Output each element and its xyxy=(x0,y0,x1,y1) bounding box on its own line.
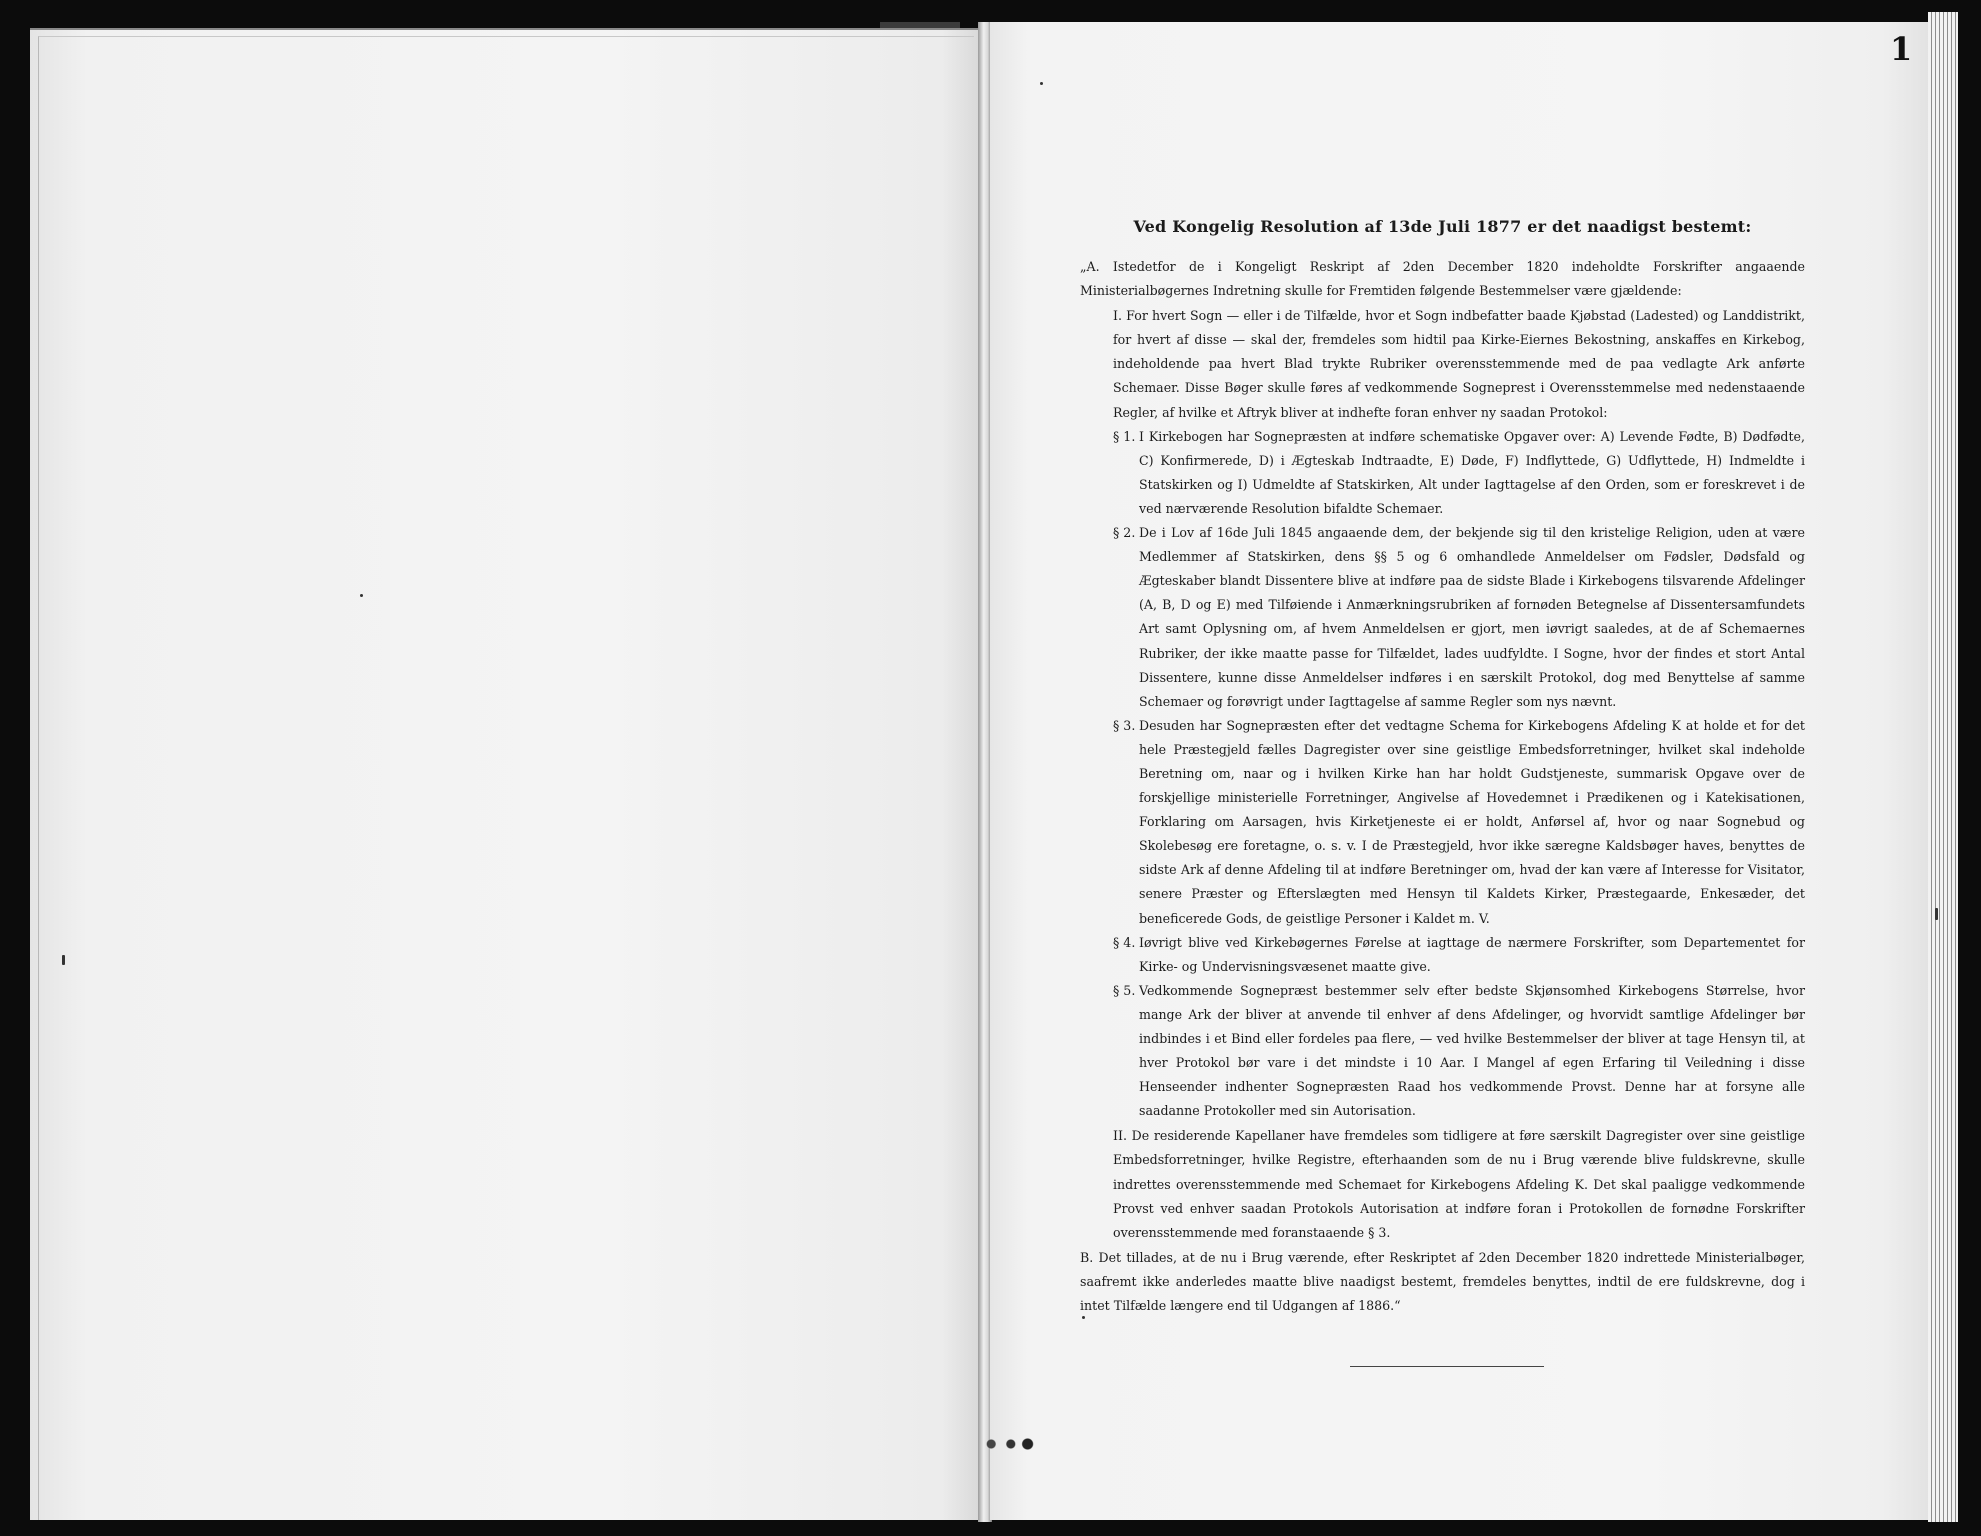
section-3 xyxy=(1080,714,1805,931)
section-3-text: Desuden har Sognepræsten efter det vedtagne Schema for Kirkebogens Afdeling K at holde et for det hele Præstegjeld fælles Dagregister over sine geistlige Embedsforretninger, hvilket skal indeholde Beretning om, naar og i hvilken Kirke han har holdt Gudstjeneste, summarisk Opgave over de forskjellige ministerielle Forretninger, Angivelse af Hovedemnet i Prædikenen og i Katekisationen, Forklaring om Aarsagen, hvis Kirketjeneste ei er holdt, Anførsel af, hvor og naar Sognebud og Skolebesøg ere foretagne, o. s. v. I de Præstegjeld, hvor ikke særegne Kaldsbøger haves, benyttes de sidste Ark af denne Afdeling til at indføre Beretninger om, hvad der kan være af Interesse for Visitator, senere Præster og Efterslægten med Hensyn til Kaldets Kirker, Præstegaarde, Enkesæder, det beneficerede Gods, de geistlige Personer i Kaldet m. V. xyxy=(1139,717,1805,926)
section-4-text: Iøvrigt blive ved Kirkebøgernes Førelse at iagttage de nærmere Forskrifter, som Departementet for Kirke- og Undervisningsvæsenet maatte give. xyxy=(1139,934,1805,974)
page-number: 1 xyxy=(1890,30,1913,68)
section-1-mark: § 1. xyxy=(1113,428,1136,444)
left-page xyxy=(30,28,980,1520)
paragraph-b: B. Det tillades, at de nu i Brug værende, efter Reskriptet af 2den December 1820 indrettede Ministerialbøger, saafremt ikke anderledes maatte blive naadigst bestemt, fremdeles benyttes, indtil de ere fuldskrevne, dog i intet Tilfælde længere end til Udgangen af 1886.“ xyxy=(1080,1249,1805,1314)
section-2 xyxy=(1080,521,1805,714)
section-4-mark: § 4. xyxy=(1113,934,1136,950)
section-5-mark: § 5. xyxy=(1113,982,1136,998)
speck xyxy=(1935,908,1938,920)
binding-clip xyxy=(980,1438,1036,1450)
paragraph-ii: II. De residerende Kapellaner have fremdeles som tidligere at føre særskilt Dagregister over sine geistlige Embedsforretninger, hvilke Registre, efterhaanden som de nu i Brug værende blive fuldskrevne, skulle indrettes overensstemmende med Schemaet for Kirkebogens Afdeling K. Det skal paaligge vedkommende Provst ved enhver saadan Protokols Autorisation at indføre foran i Protokollen de fornødne Forskrifter overensstemmende med foranstaaende § 3. xyxy=(1113,1128,1805,1240)
speck xyxy=(1040,82,1043,85)
paragraph-i: I. For hvert Sogn — eller i de Tilfælde, hvor et Sogn indbefatter baade Kjøbstad (Ladested) og Landdistrikt, for hvert af disse — skal der, fremdeles som hidtil paa Kirke-Eiernes Bekostning, anskaffes en Kirkebog, indeholdende paa hvert Blad trykte Rubriker overensstemmende med de paa vedlagte Ark anførte Schemaer. Disse Bøger skulle føres af vedkommende Sogneprest i Overensstemmelse med nedenstaaende Regler, af hvilke et Aftryk bliver at indhefte foran enhver ny saadan Protokol: xyxy=(1113,308,1805,420)
section-4 xyxy=(1080,931,1805,979)
section-2-text: De i Lov af 16de Juli 1845 angaaende dem, der bekjende sig til den kristelige Religion, uden at være Medlemmer af Statskirken, dens §§ 5 og 6 omhandlede Anmeldelser om Fødsler, Dødsfald og Ægteskaber blandt Dissentere blive at indføre paa de sidste Blade i Kirkebogens tilsvarende Afdelinger (A, B, D og E) med Tilføiende i Anmærkningsrubriken af fornøden Betegnelse af Dissentersamfundets Art samt Oplysning om, af hvem Anmeldelsen er gjort, men iøvrigt saaledes, at de af Schemaernes Rubriker, der ikke maatte passe for Tilfældet, lades uudfyldte. I Sogne, hvor der findes et stort Antal Dissentere, kunne disse Anmeldelser indføres i en særskilt Protokol, dog med Benyttelse af samme Schemaer og forøvrigt under Iagttagelse af samme Regler som nys nævnt. xyxy=(1139,525,1805,709)
resolution-text xyxy=(1080,215,1805,1318)
speck xyxy=(62,955,65,965)
section-1 xyxy=(1080,425,1805,521)
speck xyxy=(360,594,363,597)
page-edges xyxy=(1928,12,1958,1522)
document-heading: Ved Kongelig Resolution af 13de Juli 1877 er det naadigst bestemt: xyxy=(1133,217,1752,236)
section-2-mark: § 2. xyxy=(1113,525,1136,541)
section-3-mark: § 3. xyxy=(1113,717,1136,733)
section-5-text: Vedkommende Sognepræst bestemmer selv efter bedste Skjønsomhed Kirkebogens Størrelse, hvor mange Ark der bliver at anvende til enhver af dens Afdelinger, og hvorvidt samtlige Afdelinger bør indbindes i et Bind eller fordeles paa flere, — ved hvilke Bestemmelser der bliver at tage Hensyn til, at hver Protokol bør vare i det mindste i 10 Aar. I Mangel af egen Erfaring til Veiledning i disse Henseender indhenter Sognepræsten Raad hos vedkommende Provst. Denne har at forsyne alle saadanne Protokoller med sin Autorisation. xyxy=(1139,982,1805,1119)
section-5 xyxy=(1080,979,1805,1124)
closing-rule xyxy=(1350,1366,1544,1367)
section-1-text: I Kirkebogen har Sognepræsten at indføre schematiske Opgaver over: A) Levende Fødte, B) Dødfødte, C) Konfirmerede, D) i Ægteskab Indtraadte, E) Døde, F) Indflyttede, G) Udflyttede, H) Indmeldte i Statskirken og I) Udmeldte af Statskirken, Alt under Iagttagelse af den Orden, som er foreskrevet i de ved nærværende Resolution bifaldte Schemaer. xyxy=(1139,428,1805,516)
paragraph-a: „A. Istedetfor de i Kongeligt Reskript af 2den December 1820 indeholdte Forskrifter angaaende Ministerialbøgernes Indretning skulle for Fremtiden følgende Bestemmelser være gjældende: xyxy=(1080,259,1805,299)
